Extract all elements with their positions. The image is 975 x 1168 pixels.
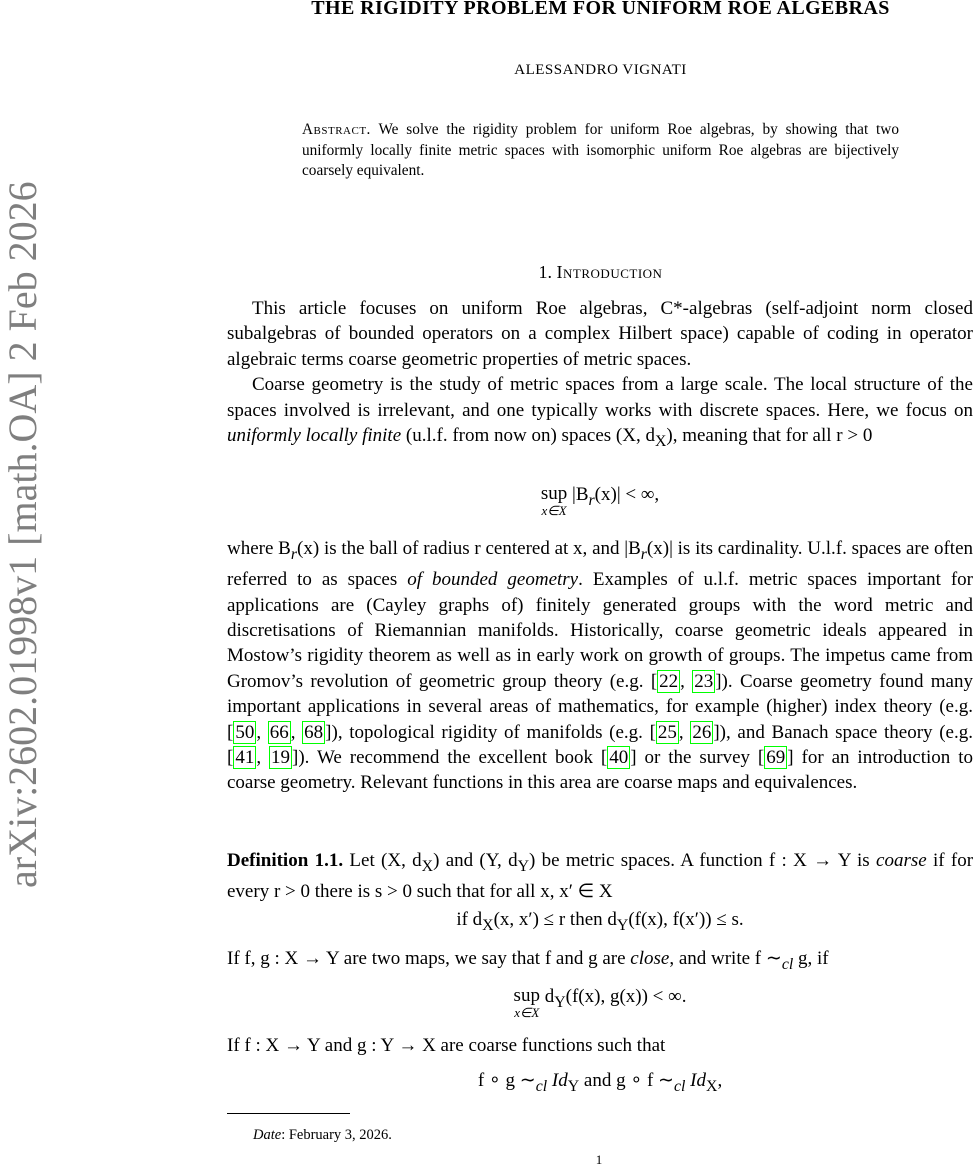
citation-50[interactable]: 50 xyxy=(235,721,255,743)
abstract-text: We solve the rigidity problem for uniform Roe algebras, by showing that two uniformly locally finite metric spaces with isomorphic uniform Roe algebras are bijectively coarsely equivalent. xyxy=(302,121,899,179)
equation-sup-distance: sup x∈X $d_Y(f(x)$, g(x)) < ∞. xyxy=(513,985,687,1020)
citation-68[interactable]: 68 xyxy=(304,721,324,743)
equation-coarse-condition: if $d_X(x$, x′) ≤ r then $d_Y(f(x)$, f(x′)) ≤ s. xyxy=(456,909,744,934)
citation-69[interactable]: 69 xyxy=(766,747,786,769)
citation-66[interactable]: 66 xyxy=(269,721,289,743)
eq1-sup: sup xyxy=(540,483,568,504)
footnote-text: : February 3, 2026. xyxy=(281,1127,392,1143)
intro-paragraphs-1 xyxy=(227,296,973,454)
section-heading xyxy=(227,262,974,283)
emphasis-bounded-geometry: of bounded geometry xyxy=(407,569,579,591)
paper-author: ALESSANDRO VIGNATI xyxy=(514,62,687,78)
equation-sup-ball: sup x∈X $|B_r(x)|$ < ∞, xyxy=(540,483,660,518)
citation-26[interactable]: 26 xyxy=(692,721,712,743)
close-maps-line: If f, g : X → Y are two maps, we say that f and g are close, and write f $\sim_{cl}$ g, if xyxy=(227,948,829,973)
citation-19[interactable]: 19 xyxy=(271,747,290,769)
abstract xyxy=(302,120,899,182)
citation-40[interactable]: 40 xyxy=(609,747,629,769)
paper-title: THE RIGIDITY PROBLEM FOR UNIFORM ROE ALGEBRAS xyxy=(311,0,890,19)
paragraph-2: Coarse geometry is the study of metric spaces from a large scale. The local structure of the spaces involved is irrelevant, and one typically works with discrete spaces. Here, we focus on uniformly locally finite (u.l.f. from now on) spaces (X, $d_X$), meaning that for all r > 0 xyxy=(227,374,973,450)
arxiv-identifier-stamp xyxy=(0,0,50,1165)
abstract-label: Abstract. xyxy=(302,121,371,138)
coarse-equivalence-line: If f : X → Y and g : Y → X are coarse functions such that xyxy=(227,1035,666,1056)
emphasis-coarse: coarse xyxy=(876,850,927,871)
paragraph-3: where $B_r(x)$ is the ball of radius r centered at x, and $|B_r(x)|$ is its cardinality. U.l.f. spaces are often referred to as spaces of bounded geometry. Examples of u.l.f. metric spaces important for applications are (Cayley graphs of) finitely generated groups with the word metric and discretisations of Riemannian manifolds. Historically, coarse geometric ideals appeared in Mostow’s rigidity theorem as well as in early work on growth of groups. The impetus came from Gromov’s revolution of geometric group theory (e.g. [ 22 , 23 ]). Coarse geometry found many important applications in several areas of mathematics, for example (higher) index theory (e.g. [ 50 , 66 , 68 ]), topological rigidity of manifolds (e.g. [ 25 , 26 ]), and Banach space theory (e.g. [ 41 , 19 ]). We recommend the excellent book [ 40 ] or the survey [ 69 ] for an introduction to coarse geometry. Relevant functions in this area are coarse maps and equivalences. xyxy=(227,538,973,794)
paragraph-1: This article focuses on uniform Roe algebras, C*-algebras (self-adjoint norm closed subalgebras of bounded operators on a complex Hilbert space) capable of coding in operator algebraic terms coarse geometric properties of metric spaces. xyxy=(227,298,973,370)
emphasis-close: close xyxy=(630,948,670,969)
definition-label: Definition 1.1. xyxy=(227,850,344,871)
emphasis-ulf: uniformly locally finite xyxy=(227,425,402,447)
footnote-date xyxy=(253,1127,392,1144)
footnote-label: Date xyxy=(253,1127,282,1143)
definition-1-1 xyxy=(227,848,973,905)
section-title: Introduction xyxy=(556,262,663,282)
arxiv-stamp-text: arXiv:2602.01998v1 [math.OA] 2 Feb 2026 xyxy=(0,181,45,888)
citation-25[interactable]: 25 xyxy=(657,721,677,743)
intro-paragraph-3 xyxy=(227,536,973,796)
definition-text: Definition 1.1. Let (X, $d_X$) and (Y, $d_Y$) be metric spaces. A function f : X → Y is coarse if for every r > 0 there is s > 0 such that for all x, x′ ∈ X xyxy=(227,850,974,903)
footnote-rule xyxy=(227,1113,350,1114)
equation-coarse-equivalence: f ∘ g $\sim_{cl}$ $Id_Y$ and g ∘ f $\sim_{cl}$ $Id_X$, xyxy=(477,1070,723,1095)
citation-23[interactable]: 23 xyxy=(694,670,714,692)
citation-22[interactable]: 22 xyxy=(659,670,679,692)
eq1-body: |B xyxy=(572,484,589,505)
eq1-rest: (x)| < ∞, xyxy=(594,484,660,505)
page-number: 1 xyxy=(595,1152,603,1167)
section-number: 1. xyxy=(538,262,553,282)
eq1-sub: x∈X xyxy=(541,503,567,518)
citation-41[interactable]: 41 xyxy=(235,747,255,769)
